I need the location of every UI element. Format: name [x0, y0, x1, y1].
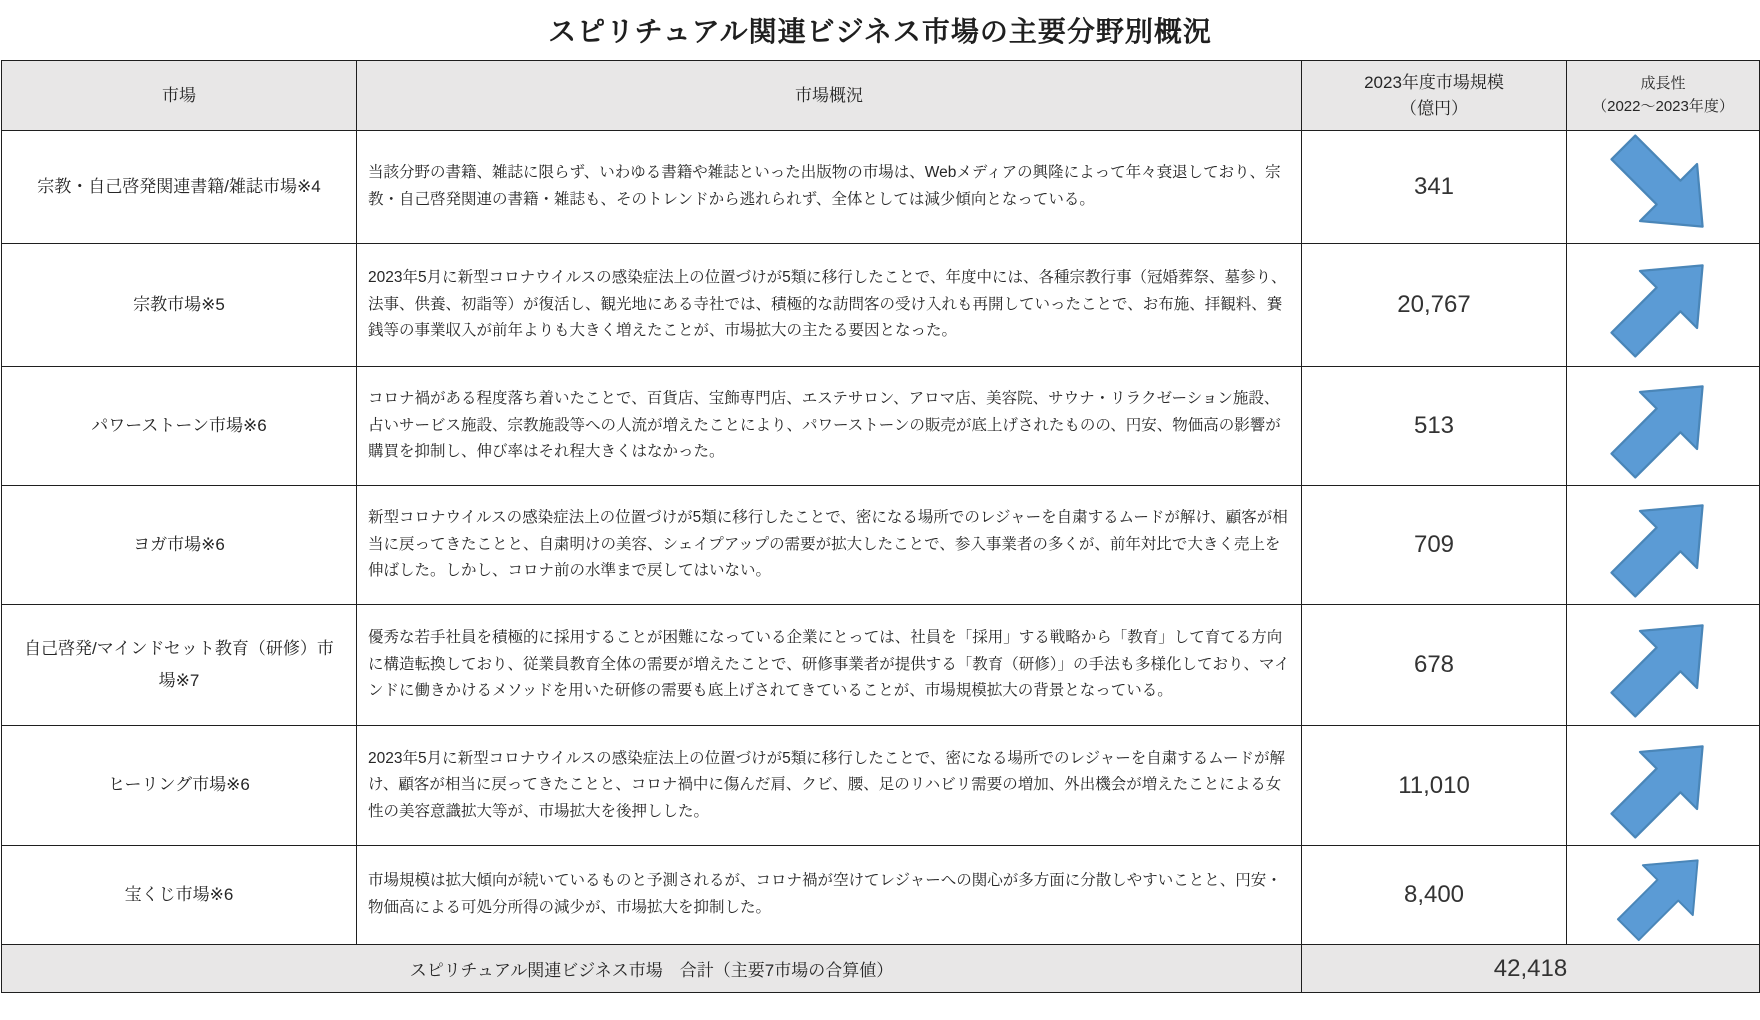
header-growth-line1: 成長性: [1640, 75, 1686, 92]
total-row: [2, 945, 1760, 993]
table-row: [2, 486, 1760, 605]
header-overview: 市場概況: [357, 61, 1302, 131]
market-overview-table: [1, 60, 1760, 993]
growth-up-arrow-icon: [1607, 249, 1719, 361]
market-overview-text: 優秀な若手社員を積極的に採用することが困難になっている企業にとっては、社員を「採用」する戦略から「教育」して育てる方向に構造転換しており、従業員教育全体の需要が増えたことで、研修事業者が提供する「教育（研修）」の手法も多様化しており、マインドに働きかけるメソッドを用いた研修の需要も底上げされてきていることが、市場規模拡大の背景となっている。: [357, 605, 1302, 726]
market-name: ヒーリング市場※6: [2, 726, 357, 846]
market-size-value: 678: [1302, 605, 1567, 726]
market-size-value: 709: [1302, 486, 1567, 605]
header-market-size: [1302, 61, 1567, 131]
page-title: スピリチュアル関連ビジネス市場の主要分野別概況: [548, 16, 1212, 47]
market-overview-text: 市場規模は拡大傾向が続いているものと予測されるが、コロナ禍が空けてレジャーへの関心が多方面に分散しやすいことと、円安・物価高による可処分所得の減少が、市場拡大を抑制した。: [357, 846, 1302, 945]
table-row: [2, 846, 1760, 945]
market-overview-text: 新型コロナウイルスの感染症法上の位置づけが5類に移行したことで、密になる場所でのレジャーを自粛するムードが解け、顧客が相当に戻ってきたことと、自粛明けの美容、シェイプアップの需要が拡大したことで、参入事業者の多くが、前年対比で大きく売上を伸ばした。しかし、コロナ前の水準まで戻してはいない。: [357, 486, 1302, 605]
growth-cell: [1567, 605, 1760, 726]
table-row: [2, 726, 1760, 846]
table-footer: [2, 945, 1760, 993]
header-row: [2, 61, 1760, 131]
growth-up-arrow-icon: [1607, 609, 1719, 721]
market-size-value: 8,400: [1302, 846, 1567, 945]
header-market: 市場: [2, 61, 357, 131]
total-value: 42,418: [1302, 945, 1760, 993]
market-name: 自己啓発/マインドセット教育（研修）市場※7: [2, 605, 357, 726]
market-overview-text: 2023年5月に新型コロナウイルスの感染症法上の位置づけが5類に移行したことで、密になる場所でのレジャーを自粛するムードが解け、顧客が相当に戻ってきたことと、コロナ禍中に傷んだ肩、クビ、腰、足のリハビリ需要の増加、外出機会が増えたことによる女性の美容意識拡大等が、市場拡大を後押しした。: [357, 726, 1302, 846]
header-growth: [1567, 61, 1760, 131]
growth-up-arrow-icon: [1607, 370, 1719, 482]
table-header: [2, 61, 1760, 131]
table-row: [2, 605, 1760, 726]
growth-down-arrow-icon: [1607, 131, 1719, 243]
growth-cell: [1567, 726, 1760, 846]
market-size-value: 20,767: [1302, 244, 1567, 367]
market-size-value: 11,010: [1302, 726, 1567, 846]
growth-up-arrow-icon: [1614, 846, 1712, 944]
table-row: [2, 244, 1760, 367]
market-overview-text: 2023年5月に新型コロナウイルスの感染症法上の位置づけが5類に移行したことで、年度中には、各種宗教行事（冠婚葬祭、墓参り、法事、供養、初詣等）が復活し、観光地にある寺社では、積極的な訪問客の受け入れも再開していったことで、お布施、拝観料、賽銭等の事業収入が前年よりも大きく増えたことが、市場拡大の主たる要因となった。: [357, 244, 1302, 367]
market-overview-text: 当該分野の書籍、雑誌に限らず、いわゆる書籍や雑誌といった出版物の市場は、Webメディアの興隆によって年々衰退しており、宗教・自己啓発関連の書籍・雑誌も、そのトレンドから逃れられず、全体としては減少傾向となっている。: [357, 131, 1302, 244]
growth-cell: [1567, 846, 1760, 945]
market-name: ヨガ市場※6: [2, 486, 357, 605]
growth-cell: [1567, 367, 1760, 486]
market-overview-text: コロナ禍がある程度落ち着いたことで、百貨店、宝飾専門店、エステサロン、アロマ店、美容院、サウナ・リラクゼーション施設、占いサービス施設、宗教施設等への人流が増えたことにより、パワーストーンの販売が底上げされたものの、円安、物価高の影響が購買を抑制し、伸び率はそれ程大きくはなかった。: [357, 367, 1302, 486]
market-name: 宗教市場※5: [2, 244, 357, 367]
market-name: 宝くじ市場※6: [2, 846, 357, 945]
growth-up-arrow-icon: [1607, 730, 1719, 842]
header-market-size-line1: 2023年度市場規模: [1364, 73, 1504, 92]
table-row: [2, 367, 1760, 486]
growth-cell: [1567, 486, 1760, 605]
header-growth-line2: （2022～2023年度）: [1592, 97, 1734, 115]
market-name: パワーストーン市場※6: [2, 367, 357, 486]
market-size-value: 513: [1302, 367, 1567, 486]
total-label: スピリチュアル関連ビジネス市場 合計（主要7市場の合算値）: [2, 945, 1302, 993]
growth-up-arrow-icon: [1607, 489, 1719, 601]
market-size-value: 341: [1302, 131, 1567, 244]
table-row: [2, 131, 1760, 244]
growth-cell: [1567, 244, 1760, 367]
growth-cell: [1567, 131, 1760, 244]
market-name: 宗教・自己啓発関連書籍/雑誌市場※4: [2, 131, 357, 244]
table-body: [2, 131, 1760, 945]
header-market-size-line2: （億円）: [1400, 98, 1468, 118]
